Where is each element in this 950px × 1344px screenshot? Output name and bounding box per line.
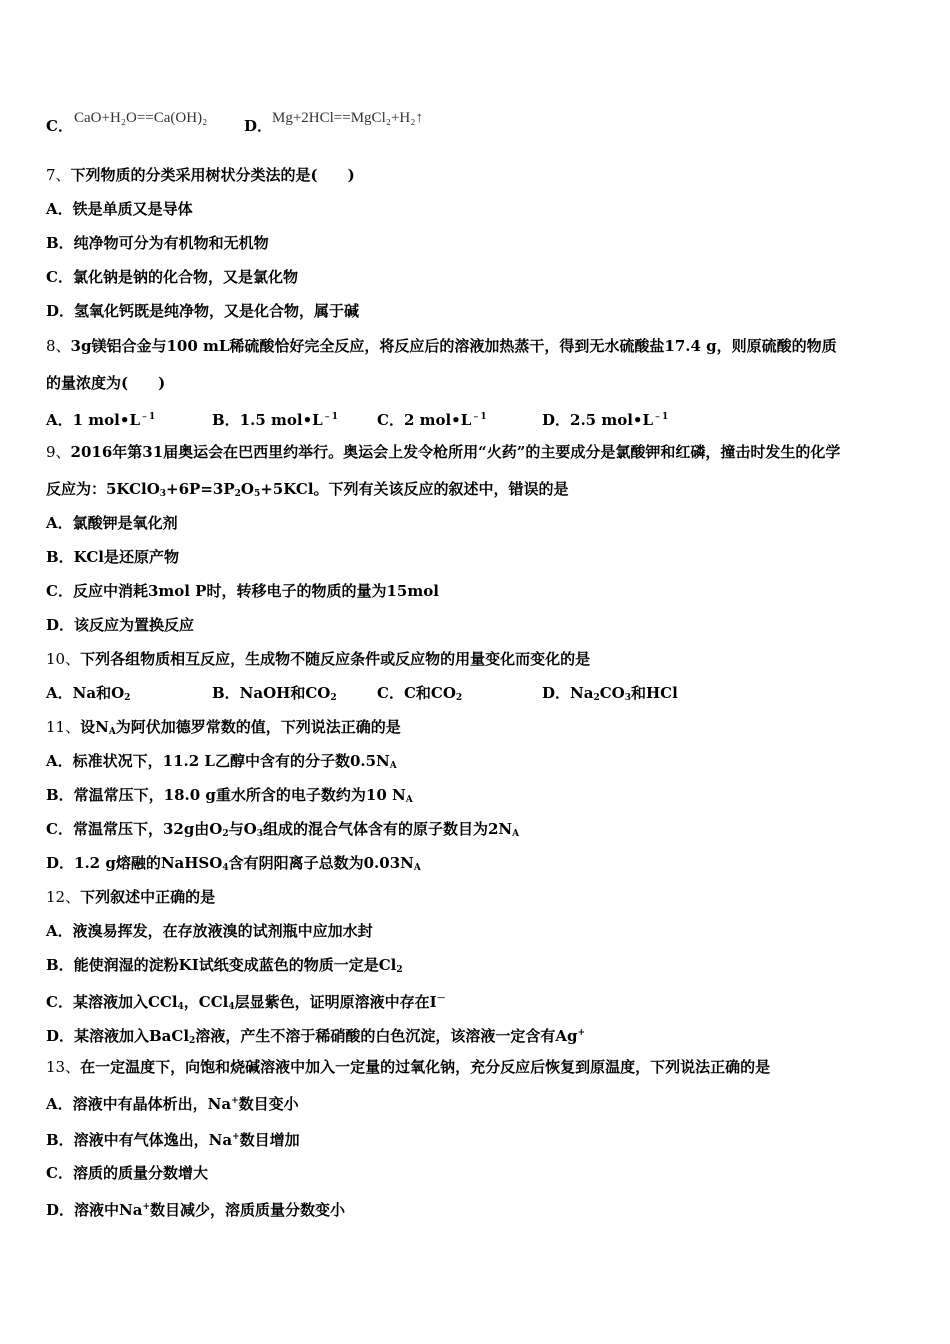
q9-option-c: C．反应中消耗3mol P时，转移电子的物质的量为15mol — [46, 582, 439, 600]
q12-option-b-text: B．能使润湿的淀粉KI试纸变成蓝色的物质一定是Cl — [46, 956, 397, 974]
q12-stem — [46, 887, 215, 907]
q11-option-a-sub: A — [389, 761, 397, 771]
q12-option-c-sub4a: 4 — [177, 1002, 184, 1012]
q12-option-d-sub: 2 — [189, 1036, 196, 1046]
q12-option-c-text1: C．某溶液加入CCl — [46, 993, 178, 1011]
q13-option-b-sup: + — [232, 1132, 240, 1142]
q7-option-d: D．氢氧化钙既是纯净物，又是化合物，属于碱 — [46, 302, 360, 320]
q9-option-b: B．KCl是还原产物 — [46, 548, 179, 566]
q9-reaction-part3: O — [240, 480, 254, 498]
q6-option-c-equation: CaO+H₂O==Ca(OH)₂ — [74, 110, 208, 126]
q11-stem — [46, 717, 401, 742]
q7-number: 7、 — [46, 166, 71, 184]
q11-option-d-subA: A — [413, 863, 421, 873]
q10-option-b — [212, 683, 337, 708]
q13-option-a-text2: 数目变小 — [238, 1095, 299, 1113]
q13-option-b — [46, 1127, 300, 1150]
q11-option-c-text1: C．常温常压下，32g由O — [46, 820, 223, 838]
q13-option-a-text1: A．溶液中有晶体析出，Na — [46, 1095, 232, 1113]
q9-reaction-part4: +5KCl。下列有关该反应的叙述中，错误的是 — [260, 480, 569, 498]
q8-option-c-text: C．2 mol•L — [377, 411, 472, 429]
q8-stem-line2: 的量浓度为( ) — [46, 374, 166, 392]
q8-number: 8、 — [46, 337, 71, 355]
q9-sub-5: 5 — [253, 489, 261, 499]
q11-option-a — [46, 751, 397, 776]
q10-option-d-text3: 和HCl — [631, 684, 678, 702]
q13-stem — [46, 1057, 770, 1077]
q10-option-c — [377, 683, 462, 708]
q11-option-b-sub: A — [405, 795, 413, 805]
q9-sub-3: 3 — [159, 489, 167, 499]
q11-option-c-subA: A — [512, 829, 520, 839]
q11-option-d-text1: D．1.2 g熔融的NaHSO — [46, 854, 223, 872]
q10-option-a-text: A．Na和O — [46, 684, 125, 702]
q10-option-d-sub2: 2 — [593, 693, 600, 703]
q7-stem — [46, 165, 355, 185]
q12-number: 12、 — [46, 888, 81, 906]
q11-option-c-sub2: 2 — [222, 829, 229, 839]
q8-option-b-text: B．1.5 mol•L — [212, 411, 323, 429]
q11-number: 11、 — [46, 718, 81, 736]
q11-option-a-text: A．标准状况下，11.2 L乙醇中含有的分子数0.5N — [46, 752, 390, 770]
q11-stem-text2: 为阿伏加德罗常数的值，下列说法正确的是 — [115, 718, 401, 736]
q13-option-d-text1: D．溶液中Na — [46, 1201, 143, 1219]
q10-option-d — [542, 683, 678, 708]
q12-option-c — [46, 989, 446, 1017]
q9-option-d: D．该反应为置换反应 — [46, 616, 195, 634]
q12-stem-text: 下列叙述中正确的是 — [80, 888, 216, 906]
q8-option-a — [46, 407, 155, 430]
q6-option-c — [46, 116, 73, 136]
q10-option-d-sub3: 3 — [624, 693, 631, 703]
q12-option-b — [46, 955, 403, 980]
q11-option-c-text2: 与O — [228, 820, 257, 838]
q8-option-d-unit-sup: ﹣1 — [653, 412, 669, 422]
q11-option-d — [46, 853, 421, 878]
q9-reaction-part2: +6P=3P — [166, 480, 235, 498]
q10-option-c-text: C．C和CO — [377, 684, 456, 702]
q11-stem-text1: 设N — [80, 718, 109, 736]
q10-stem — [46, 649, 590, 669]
q8-option-a-text: A．1 mol•L — [46, 411, 141, 429]
q9-option-a: A．氯酸钾是氧化剂 — [46, 514, 178, 532]
q8-stem-line1 — [46, 336, 837, 356]
q8-option-c — [377, 407, 487, 430]
q12-option-c-text2: ，CCl — [183, 993, 229, 1011]
q9-reaction-part1: 反应为：5KClO — [46, 480, 160, 498]
q12-option-d-sup: + — [577, 1028, 585, 1038]
q8-option-d-text: D．2.5 mol•L — [542, 411, 654, 429]
q13-option-d-text2: 数目减少，溶质质量分数变小 — [150, 1201, 346, 1219]
q10-option-a — [46, 683, 130, 708]
q11-option-b-text: B．常温常压下，18.0 g重水所含的电子数约为10 N — [46, 786, 406, 804]
q6-option-d-equation: Mg+2HCl==MgCl₂+H₂↑ — [272, 110, 423, 126]
q9-stem-line1 — [46, 442, 840, 462]
q12-option-c-text3: 层显紫色，证明原溶液中存在I — [234, 993, 437, 1011]
q9-stem-text1: 2016年第31届奥运会在巴西里约举行。奥运会上发令枪所用“火药”的主要成分是氯酸钾和红磷，撞击时发生的化学 — [70, 443, 841, 461]
q6-option-d — [244, 116, 272, 136]
q10-stem-text: 下列各组物质相互反应，生成物不随反应条件或反应物的用量变化而变化的是 — [80, 650, 591, 668]
q8-option-b — [212, 407, 338, 430]
q12-option-b-sub: 2 — [396, 965, 403, 975]
q9-sub-2: 2 — [234, 489, 241, 499]
q12-option-c-sup: － — [436, 994, 446, 1004]
q6-option-c-label: C． — [46, 117, 73, 135]
q12-option-d-text2: 溶液，产生不溶于稀硝酸的白色沉淀，该溶液一定含有Ag — [195, 1027, 578, 1045]
q11-stem-sub: A — [108, 727, 116, 737]
q7-stem-text: 下列物质的分类采用树状分类法的是( ) — [70, 166, 355, 184]
q8-option-a-unit-sup: ﹣1 — [140, 412, 156, 422]
q11-option-c-sub3: 3 — [256, 829, 263, 839]
q11-option-d-sub4: 4 — [222, 863, 229, 873]
q11-option-c-text3: 组成的混合气体含有的原子数目为2N — [262, 820, 513, 838]
q11-option-d-text2: 含有阴阳离子总数为0.03N — [228, 854, 414, 872]
q13-option-a — [46, 1091, 299, 1114]
q13-option-b-text2: 数目增加 — [239, 1131, 300, 1149]
q13-option-b-text1: B．溶液中有气体逸出，Na — [46, 1131, 233, 1149]
q10-option-a-sub: 2 — [124, 693, 131, 703]
q12-option-d — [46, 1023, 585, 1051]
q13-option-d-sup: + — [142, 1202, 150, 1212]
q10-option-d-text1: D．Na — [542, 684, 594, 702]
q8-option-b-unit-sup: ﹣1 — [322, 412, 338, 422]
q8-option-c-unit-sup: ﹣1 — [471, 412, 487, 422]
q8-stem-text1: 3g镁铝合金与100 mL稀硫酸恰好完全反应，将反应后的溶液加热蒸干，得到无水硫酸盐17.4 g，则原硫酸的物质 — [70, 337, 837, 355]
q12-option-d-text1: D．某溶液加入BaCl — [46, 1027, 190, 1045]
q7-option-a: A．铁是单质又是导体 — [46, 200, 193, 218]
q11-option-b — [46, 785, 413, 810]
q12-option-c-sub4b: 4 — [228, 1002, 235, 1012]
q13-number: 13、 — [46, 1058, 81, 1076]
q12-option-a: A．液溴易挥发，在存放液溴的试剂瓶中应加水封 — [46, 922, 373, 940]
q13-option-d — [46, 1197, 345, 1220]
q8-option-d — [542, 407, 668, 430]
q11-option-c — [46, 819, 519, 844]
q10-option-c-sub: 2 — [455, 693, 463, 703]
q6-option-d-label: D． — [244, 117, 273, 135]
q10-number: 10、 — [46, 650, 81, 668]
q13-stem-text: 在一定温度下，向饱和烧碱溶液中加入一定量的过氧化钠，充分反应后恢复到原温度，下列说法正确的是 — [80, 1058, 771, 1076]
q13-option-c: C．溶质的质量分数增大 — [46, 1164, 208, 1182]
q7-option-b: B．纯净物可分为有机物和无机物 — [46, 234, 269, 252]
q10-option-d-text2: CO — [599, 684, 625, 702]
q10-option-b-text: B．NaOH和CO — [212, 684, 331, 702]
q9-stem-line2 — [46, 479, 569, 504]
q10-option-b-sub: 2 — [330, 693, 337, 703]
q7-option-c: C．氯化钠是钠的化合物，又是氯化物 — [46, 268, 298, 286]
q13-option-a-sup: + — [231, 1096, 239, 1106]
q9-number: 9、 — [46, 443, 71, 461]
